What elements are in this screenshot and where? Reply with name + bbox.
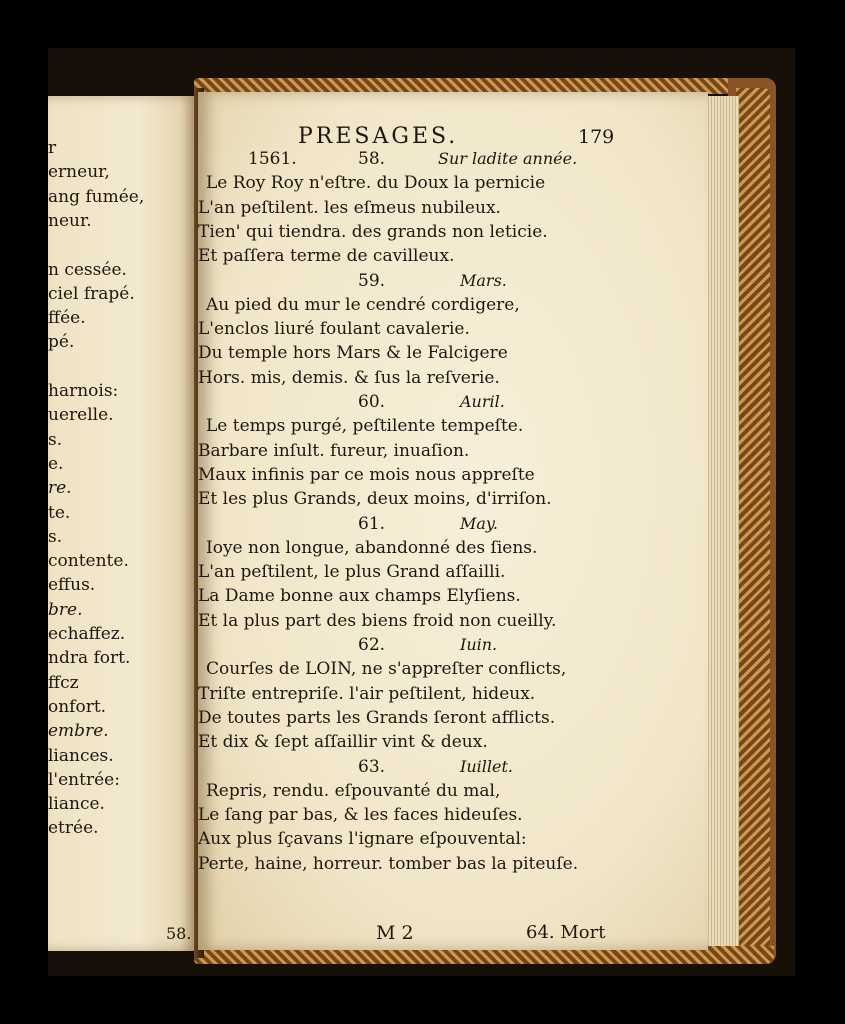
left-page-line: ciel frapé. [48, 283, 135, 304]
left-page-line: echaffez. [48, 624, 126, 644]
verse-line: Hors. mis, demis. & ſus la reſverie. [198, 367, 500, 388]
left-page-line: re. [48, 478, 72, 499]
left-page-line: erneur, [48, 162, 110, 183]
left-page-line: embre. [48, 721, 109, 742]
verse-line: La Dame bonne aux champs Elyſiens. [198, 586, 521, 607]
left-page-line: s. [48, 526, 63, 547]
quatrain-heading-row [198, 757, 708, 781]
left-page-line: neur. [48, 210, 92, 231]
verse-line: Maux infinis par ce mois nous appreſte [198, 464, 535, 485]
left-page-line: ffcz [48, 672, 79, 693]
left-page-line: effus. [48, 575, 96, 596]
signature-mark: M 2 [376, 922, 414, 944]
quatrain-heading-row [198, 514, 708, 538]
left-page-line: onfort. [48, 696, 107, 717]
quatrain-number: 63. [358, 756, 386, 777]
quatrain-heading: Iuillet. [460, 756, 513, 776]
quatrain-heading: Sur ladite année. [438, 149, 578, 168]
left-folio: 58. [166, 924, 192, 943]
left-page-line: etrée. [48, 818, 99, 839]
quatrain-heading-row [198, 635, 708, 659]
left-page-line: s. [48, 429, 63, 450]
verse-line: Le temps purgé, peſtilente tempeſte. [206, 416, 524, 437]
verse-line: Et la plus part des biens froid non cueilly. [198, 610, 557, 631]
left-page-line: liance. [48, 794, 105, 815]
right-page [198, 92, 708, 950]
verse-line: L'an peſtilent. les eſmeus nubileux. [198, 197, 501, 218]
quatrain-number: 59. [358, 270, 386, 291]
verse-line: Repris, rendu. eſpouvanté du mal, [206, 780, 501, 801]
quatrain-heading-row [198, 271, 708, 295]
verse-line: Tien' qui tiendra. des grands non leticie. [198, 221, 548, 242]
quatrain-heading: Auril. [460, 392, 505, 411]
page-number: 179 [578, 126, 615, 148]
left-page-line: uerelle. [48, 405, 114, 426]
verse-line: Du temple hors Mars & le Falcigere [198, 343, 508, 364]
catchword: 64. Mort [526, 922, 606, 943]
running-head: PRESAGES. [298, 124, 459, 149]
verse-line: Le Roy Roy n'eſtre. du Doux la pernicie [206, 173, 546, 194]
left-page-line: ang fumée, [48, 186, 145, 207]
verse-line: Ioye non longue, abandonné des ſiens. [206, 537, 538, 558]
verse-line: Courſes de LOIN, ne s'appreſter conflicts, [206, 659, 567, 680]
book-photograph [48, 48, 795, 976]
left-page-line: te. [48, 502, 71, 523]
quatrain-heading: May. [460, 513, 498, 533]
quatrain-heading: Iuin. [460, 635, 498, 654]
verse-line: Triſte entrepriſe. l'air peſtilent, hideux. [198, 683, 536, 704]
left-page [48, 96, 198, 951]
quatrain-number: 60. [358, 392, 386, 412]
verse-line: L'an peſtilent, le plus Grand aſſailli. [198, 562, 506, 583]
quatrain-heading-row [198, 392, 708, 416]
left-page-line: l'entrée: [48, 769, 120, 790]
left-page-line: r [48, 138, 57, 158]
left-page-line: n cessée. [48, 259, 127, 280]
left-page-line: e. [48, 453, 64, 474]
left-page-line: ndra fort. [48, 648, 131, 669]
left-page-line: ffée. [48, 308, 86, 329]
quatrain-number: 62. [358, 635, 386, 655]
page-edges [703, 96, 739, 946]
quatrain-number: 61. [358, 513, 386, 534]
left-page-line: pé. [48, 332, 75, 353]
verse-line: Et les plus Grands, deux moins, d'irriſon. [198, 489, 552, 510]
year-number: 1561. [248, 149, 297, 169]
left-page-line: bre. [48, 599, 83, 620]
quatrain-number: 58. [358, 149, 386, 169]
verse-line: Perte, haine, horreur. tomber bas la piteuſe. [198, 853, 579, 874]
verse-line: Et dix & ſept aſſaillir vint & deux. [198, 732, 488, 753]
verse-line: Au pied du mur le cendré cordigere, [206, 294, 520, 315]
verse-line: De toutes parts les Grands ſeront afflicts. [198, 707, 556, 728]
verse-line: Barbare inſult. fureur, inuaſion. [198, 440, 470, 461]
left-page-line: contente. [48, 551, 129, 572]
quatrain-heading: Mars. [460, 270, 507, 290]
verse-line: Et paſſera terme de cavilleux. [198, 246, 455, 267]
left-page-line: harnois: [48, 381, 119, 401]
quatrain-heading-row [198, 149, 708, 173]
gilt-border [736, 88, 770, 954]
left-page-line: liances. [48, 745, 114, 766]
verse-line: L'enclos liuré foulant cavalerie. [198, 319, 470, 340]
verse-line: Aux plus ſçavans l'ignare eſpouvental: [198, 829, 527, 850]
verse-line: Le ſang par bas, & les faces hideuſes. [198, 805, 523, 826]
